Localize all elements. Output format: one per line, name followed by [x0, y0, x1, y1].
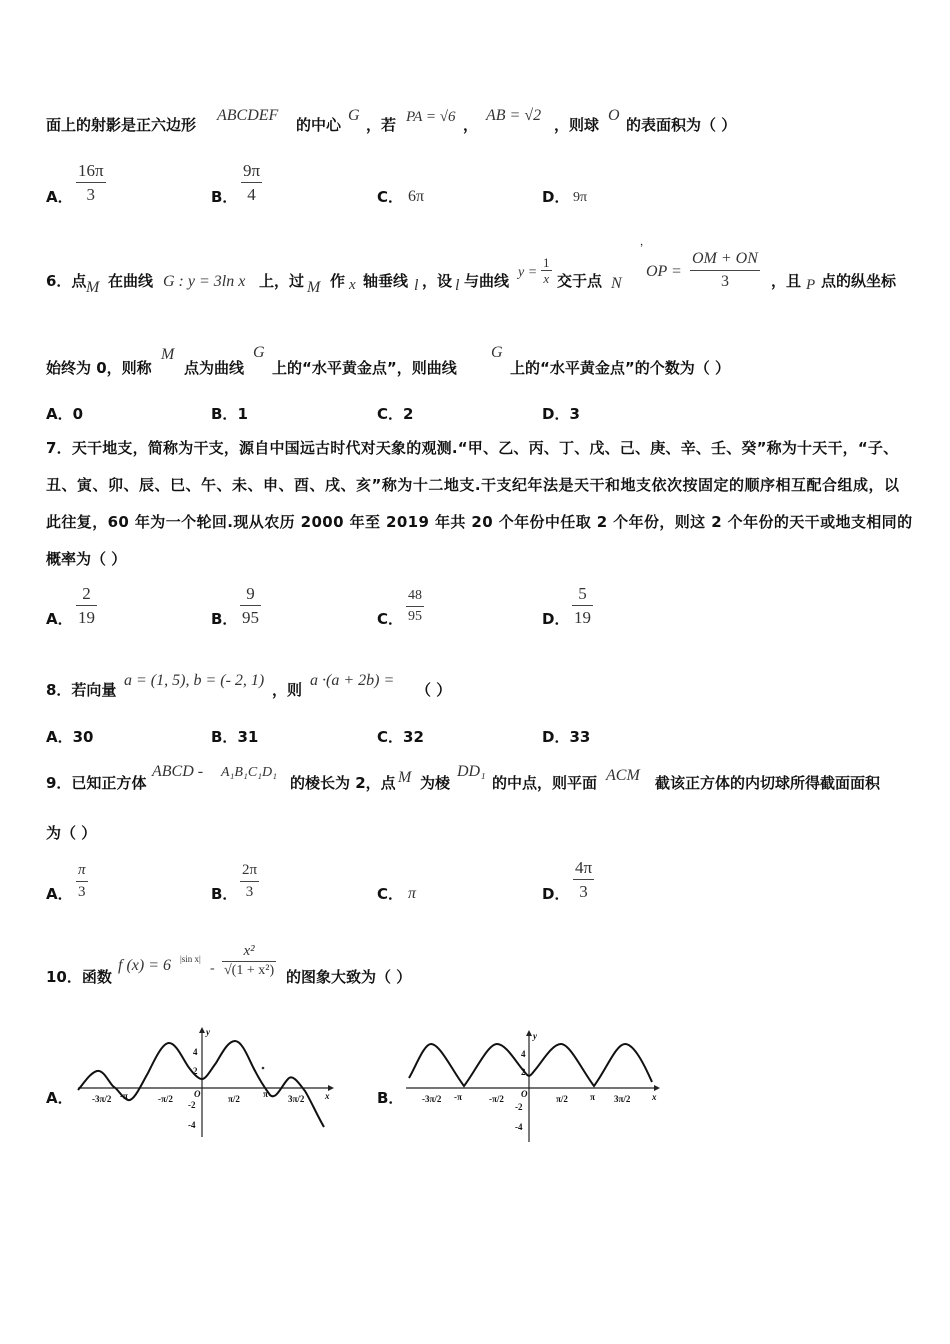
- graph-a-tick-m4: -4: [188, 1120, 196, 1130]
- q6-M: M: [86, 279, 100, 296]
- q8-expression: a ·(a + 2b) =: [310, 672, 395, 689]
- q6-curve-G: G : y = 3ln x: [163, 273, 246, 290]
- graph-a-tick-3pi2: 3π/2: [288, 1094, 305, 1104]
- graph-a-label-x: x: [325, 1091, 330, 1101]
- graph-b-tick-pi2: π/2: [556, 1094, 568, 1104]
- q9-option-c-value: π: [408, 885, 417, 902]
- q6-x: x: [349, 277, 356, 293]
- graph-a-tick-neg3pi2: -3π/2: [92, 1094, 112, 1104]
- q6-N: N: [611, 275, 622, 292]
- q9-option-d-value: 4π 3: [575, 858, 593, 901]
- q6-line2-c: 上的“水平黄金点”，则曲线: [272, 359, 457, 377]
- graph-b-tick-m2: -2: [515, 1102, 523, 1112]
- graph-a-tick-m2: -2: [188, 1100, 196, 1110]
- q6-text-6: 与曲线: [464, 272, 510, 290]
- q6-G-2: G: [491, 344, 503, 361]
- q6-option-c: C．2: [377, 405, 414, 423]
- q10-fx: f (x) = 6: [118, 957, 171, 974]
- q9-cube-top: A₁B₁C₁D₁: [221, 765, 278, 780]
- q5-ab: AB = √2: [486, 107, 542, 124]
- graph-b-tick-2: 2: [521, 1067, 526, 1077]
- q7-option-d-value: 5 19: [574, 584, 591, 627]
- q6-l-2: l: [455, 277, 460, 294]
- graph-b-label-y: y: [533, 1031, 537, 1041]
- q5-option-d-label: D．: [542, 188, 570, 206]
- q6-text-8: ，且: [771, 272, 802, 290]
- graph-b-y-arrow: [526, 1030, 532, 1036]
- q6-text-7: 交于点: [557, 272, 603, 290]
- q6-tick-comma: ，: [640, 237, 650, 248]
- q6-text-5: ，设: [422, 272, 453, 290]
- q6-option-d: D．3: [542, 405, 580, 423]
- q6-line2-d: 上的“水平黄金点”的个数为（ ）: [510, 359, 730, 377]
- graph-a-dot: [262, 1067, 265, 1070]
- q8-text-1: 8．若向量: [46, 681, 117, 699]
- q6-reciprocal-fraction: 1 x: [543, 255, 550, 286]
- graph-a-curve: [78, 1041, 324, 1127]
- q6-M-3: M: [161, 346, 175, 363]
- q6-line2-a: 始终为 0，则称: [46, 359, 152, 377]
- q8-text-2: ，则: [272, 681, 303, 699]
- graph-a-tick-pi2: π/2: [228, 1094, 240, 1104]
- q6-option-a: A．0: [46, 405, 84, 423]
- graph-a-tick-4: 4: [193, 1047, 198, 1057]
- q10-option-a-label: A．: [46, 1089, 73, 1107]
- q7-line-2: 丑、寅、卯、辰、巳、午、未、申、酉、戌、亥”称为十二地支.干支纪年法是天干和地支依次按固定的顺序相互配合组成，以: [46, 476, 900, 494]
- q8-vectors: a = (1, 5), b = (- 2, 1): [124, 672, 265, 689]
- q9-text-2: 的棱长为 2，点: [290, 774, 396, 792]
- q9-text-3: 为棱: [420, 774, 451, 792]
- q5-option-b-value: 9π 4: [243, 161, 261, 204]
- q6-text-2: 上，过: [259, 272, 305, 290]
- graph-b-tick-negpi: -π: [454, 1092, 462, 1102]
- q6-text-3: 作: [330, 272, 346, 290]
- q5-hexagon: ABCDEF: [217, 107, 279, 124]
- q6-option-b: B．1: [211, 405, 248, 423]
- q8-option-d: D．33: [542, 728, 591, 746]
- q10-minus: -: [210, 961, 215, 976]
- graph-b-tick-negpi2: -π/2: [489, 1094, 504, 1104]
- q5-sphere-O: O: [608, 107, 620, 124]
- q7-option-c-label: C．: [377, 610, 404, 628]
- q9-M: M: [398, 769, 412, 786]
- graph-b-tick-m4: -4: [515, 1122, 523, 1132]
- graph-b-x-arrow: [654, 1085, 660, 1091]
- q5-option-a-value: 16π 3: [78, 161, 104, 204]
- q6-M-2: M: [307, 279, 321, 296]
- q6-G-1: G: [253, 344, 265, 361]
- q8-option-c: C．32: [377, 728, 424, 746]
- q9-option-d-label: D．: [542, 885, 570, 903]
- q5-option-c-label: C．: [377, 188, 404, 206]
- q9-option-c-label: C．: [377, 885, 404, 903]
- q5-pa: PA = √6: [406, 109, 456, 125]
- q9-text-1: 9．已知正方体: [46, 774, 147, 792]
- graph-a-tick-negpi2: -π/2: [158, 1094, 173, 1104]
- q6-P: P: [806, 277, 816, 293]
- q5-text-1: 面上的射影是正六边形: [46, 116, 197, 134]
- q6-text-9: 点的纵坐标: [821, 272, 897, 290]
- q9-line-2: 为（ ）: [46, 824, 97, 842]
- q5-option-c-value: 6π: [408, 188, 425, 205]
- q7-line-3: 此往复，60 年为一个轮回.现从农历 2000 年至 2019 年共 20 个年份中任取 2 个年份，则这 2 个年份的天干或地支相同的: [46, 513, 913, 531]
- q5-option-a-label: A．: [46, 188, 73, 206]
- q10-option-b-label: B．: [377, 1089, 404, 1107]
- q7-option-a-label: A．: [46, 610, 73, 628]
- q6-text-1: 在曲线: [108, 272, 154, 290]
- q9-cube: ABCD -: [152, 763, 204, 780]
- graph-a-label-y: y: [206, 1027, 210, 1037]
- q9-plane: ACM: [606, 767, 640, 784]
- graph-b-tick-pi: π: [590, 1092, 595, 1102]
- graph-a-y-arrow: [199, 1027, 205, 1033]
- q5-text-3: ，若: [366, 116, 397, 134]
- q6-line2-b: 点为曲线: [184, 359, 245, 377]
- q5-text-2: 的中心: [296, 116, 342, 134]
- q10-fraction: x² √(1 + x²): [224, 943, 275, 978]
- q9-option-a-label: A．: [46, 885, 73, 903]
- q9-text-5: 截该正方体的内切球所得截面面积: [655, 774, 881, 792]
- q6-number: 6．点: [46, 272, 87, 290]
- graph-b-label-x: x: [652, 1092, 657, 1102]
- q5-text-4: ，则球: [554, 116, 600, 134]
- graph-a-label-O: O: [194, 1089, 201, 1099]
- q7-option-b-value: 9 95: [242, 584, 259, 627]
- q9-option-b-label: B．: [211, 885, 238, 903]
- q8-option-b: B．31: [211, 728, 259, 746]
- graph-a-tick-pi: π: [263, 1089, 268, 1099]
- q5-comma: ，: [463, 116, 479, 134]
- q5-option-b-label: B．: [211, 188, 238, 206]
- q5-center-G: G: [348, 107, 360, 124]
- q7-option-c-value: 48 95: [408, 588, 422, 624]
- graph-b-label-O: O: [521, 1089, 528, 1099]
- q9-edge: DD₁: [457, 763, 486, 780]
- graph-a-tick-negpi: -π: [120, 1091, 128, 1101]
- q7-option-d-label: D．: [542, 610, 570, 628]
- q6-op: OP =: [646, 263, 682, 280]
- q8-text-3: （ ）: [416, 681, 452, 699]
- q10-text-1: 10．函数: [46, 968, 112, 986]
- q9-option-a-value: π 3: [78, 862, 86, 900]
- q6-l: l: [414, 277, 419, 294]
- q10-graph-a: [70, 1025, 335, 1140]
- q9-option-b-value: 2π 3: [242, 862, 258, 900]
- graph-a-tick-2: 2: [193, 1066, 198, 1076]
- q10-graph-b: [404, 1030, 669, 1145]
- q10-text-2: 的图象大致为（ ）: [286, 968, 412, 986]
- q5-option-d-value: 9π: [573, 190, 588, 205]
- q8-option-a: A．30: [46, 728, 94, 746]
- graph-b-tick-neg3pi2: -3π/2: [422, 1094, 442, 1104]
- q7-line-4: 概率为（ ）: [46, 550, 127, 568]
- q7-line-1: 7．天干地支，简称为干支，源自中国远古时代对天象的观测.“甲、乙、丙、丁、戊、己、庚、辛、壬、癸”称为十天干，“子、: [46, 439, 899, 457]
- q6-y-eq: y =: [518, 265, 538, 280]
- q6-text-4: 轴垂线: [363, 272, 409, 290]
- q6-op-fraction: OM + ON 3: [692, 250, 758, 290]
- graph-b-curve: [409, 1044, 652, 1086]
- q5-text-5: 的表面积为（ ）: [626, 116, 737, 134]
- q7-option-a-value: 2 19: [78, 584, 95, 627]
- q10-exponent: |sin x|: [180, 954, 201, 964]
- q7-option-b-label: B．: [211, 610, 238, 628]
- q9-text-4: 的中点，则平面: [492, 774, 598, 792]
- graph-b-tick-3pi2: 3π/2: [614, 1094, 631, 1104]
- graph-b-tick-4: 4: [521, 1049, 526, 1059]
